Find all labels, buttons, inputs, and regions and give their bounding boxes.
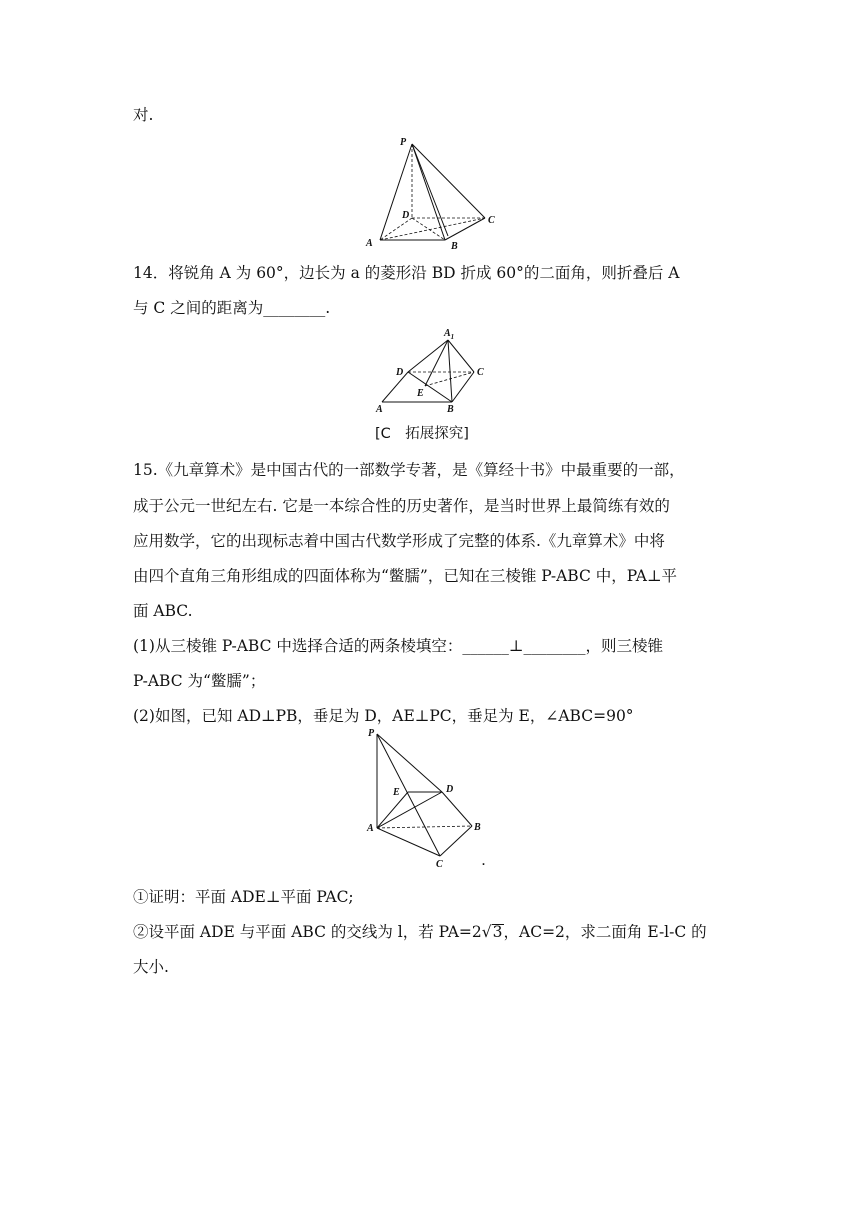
- q14-line-1: 14．将锐角 A 为 60°，边长为 a 的菱形沿 BD 折成 60°的二面角，则折叠后 A: [133, 264, 680, 282]
- section-heading: [C 拓展探究]: [375, 426, 469, 442]
- q15-line-3: 应用数学，它的出现标志着中国古代数学形成了完整的体系.《九章算术》中将: [133, 532, 665, 550]
- label-c: C: [436, 859, 443, 870]
- sqrt-sign: √: [481, 923, 492, 941]
- label-d: D: [396, 367, 404, 378]
- figure-folded-rhombus: [370, 326, 500, 416]
- subpart1-line: ①证明：平面 ADE⊥平面 PAC;: [133, 888, 354, 906]
- subpart2-suffix: ，AC=2，求二面角 E-l-C 的: [503, 923, 707, 941]
- label-e: E: [417, 388, 424, 399]
- label-d: D: [446, 784, 454, 795]
- label-a: A: [366, 238, 373, 249]
- q15-line-2: 成于公元一世纪左右. 它是一本综合性的历史著作，是当时世界上最简练有效的: [133, 497, 670, 515]
- label-e: E: [393, 787, 400, 798]
- label-c: C: [477, 367, 484, 378]
- part1-line-2: P-ABC 为“鳖臑”；: [133, 672, 266, 690]
- label-a1-main: A: [444, 328, 451, 339]
- label-b: B: [447, 404, 454, 415]
- q14-line-2: 与 C 之间的距离为________.: [133, 299, 331, 317]
- sqrt-radicand: 3: [492, 923, 503, 941]
- trailing-period: .: [482, 854, 485, 868]
- text-line-1: 对.: [133, 106, 154, 124]
- label-p: P: [368, 728, 375, 739]
- subpart2-line-2: 大小.: [133, 958, 169, 976]
- figure-tetrahedron-pabc: [360, 722, 510, 874]
- figure-pyramid-pabcd: [360, 132, 510, 252]
- label-p: P: [400, 137, 407, 148]
- label-a1-sub: 1: [450, 333, 455, 341]
- subpart2-line: [133, 921, 707, 943]
- label-a: A: [376, 404, 383, 415]
- q15-line-5: 面 ABC.: [133, 602, 193, 620]
- subpart2-prefix: ②设平面 ADE 与平面 ABC 的交线为 l，若 PA=2: [133, 923, 482, 941]
- label-b: B: [474, 822, 481, 833]
- part2-line: (2)如图，已知 AD⊥PB，垂足为 D，AE⊥PC，垂足为 E，∠ABC=90°: [133, 707, 634, 725]
- label-c: C: [488, 215, 495, 226]
- label-b: B: [451, 241, 458, 252]
- label-a1: [443, 328, 454, 341]
- part1-line-1: (1)从三棱锥 P-ABC 中选择合适的两条棱填空：______⊥________，则三棱锥: [133, 637, 663, 655]
- q15-line-4: 由四个直角三角形组成的四面体称为“鳖臑”，已知在三棱锥 P-ABC 中，PA⊥平: [133, 567, 678, 585]
- label-a: A: [367, 823, 374, 834]
- q15-line-1: 15.《九章算术》是中国古代的一部数学专著，是《算经十书》中最重要的一部，: [133, 461, 685, 479]
- label-d: D: [402, 210, 410, 221]
